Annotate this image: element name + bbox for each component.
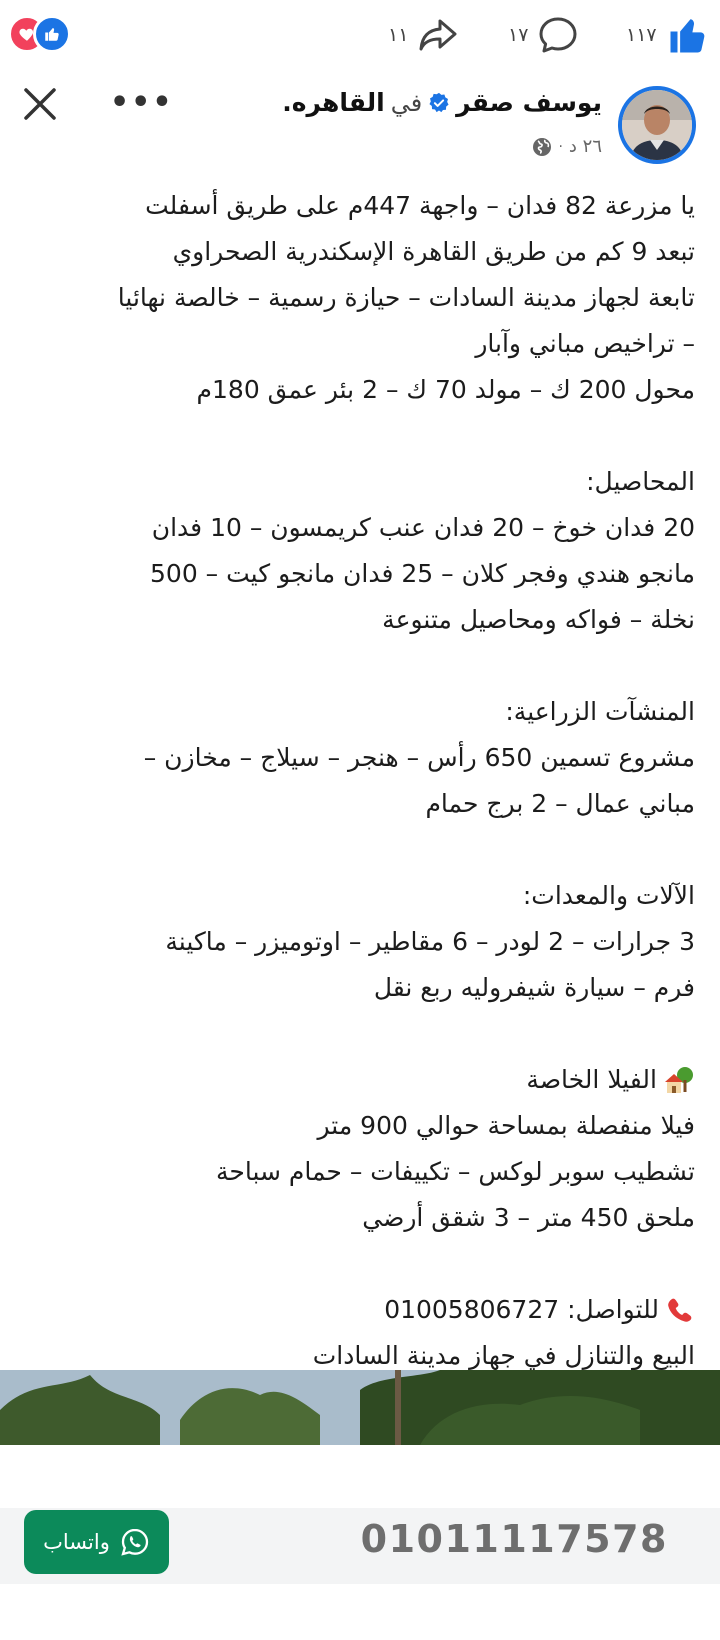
villa-heading-line: [20, 1057, 695, 1103]
post-line: 3 جرارات – 2 لودر – 6 مقاطير – اوتوميزر – ماكينة: [165, 927, 695, 956]
section-heading: المنشآت الزراعية:: [505, 697, 695, 726]
like-icon: [667, 14, 709, 56]
close-icon: [20, 84, 60, 124]
post-line: مشروع تسمين 650 رأس – هنجر – سيلاج – مخازن –: [143, 743, 695, 772]
section-heading: الآلات والمعدات:: [522, 881, 695, 910]
in-word: في: [390, 88, 423, 117]
share-icon: [418, 17, 458, 53]
post-line: تابعة لجهاز مدينة السادات – حيازة رسمية – خالصة نهائيا: [117, 283, 695, 312]
like-stat[interactable]: [626, 14, 709, 56]
post-photo[interactable]: [0, 1370, 720, 1445]
share-count: ١١: [388, 24, 409, 46]
like-reaction-icon: [33, 15, 71, 53]
location-link[interactable]: القاهره.: [282, 88, 385, 117]
reactions-bar: [0, 0, 720, 72]
comment-count: ١٧: [508, 24, 529, 46]
post-line: 20 فدان خوخ – 20 فدان عنب كريمسون – 10 فدان: [151, 513, 695, 542]
post-meta: [532, 136, 602, 157]
post-line: نخلة – فواكه ومحاصيل متنوعة: [382, 605, 695, 634]
post-line: تبعد 9 كم من طريق القاهرة الإسكندرية الصحراوي: [172, 237, 695, 266]
ad-phone-number[interactable]: 01011117578: [360, 1517, 668, 1561]
paragraph-gap: [20, 643, 695, 689]
post-line: يا مزرعة 82 فدان – واجهة 447م على طريق أسفلت: [145, 191, 695, 220]
comment-icon: [538, 16, 578, 54]
author-line: [282, 88, 602, 117]
reaction-summary[interactable]: [8, 15, 78, 55]
post-line: البيع والتنازل في جهاز مدينة السادات: [312, 1341, 695, 1370]
paragraph-gap: [20, 827, 695, 873]
paragraph-gap: [20, 413, 695, 459]
like-count: ١١٧: [626, 24, 657, 46]
verified-badge-icon: [428, 92, 450, 114]
contact-line: [20, 1287, 695, 1333]
whatsapp-button[interactable]: [24, 1510, 169, 1574]
telephone-emoji-icon: [665, 1296, 695, 1326]
meta-separator: ·: [558, 138, 563, 155]
close-button[interactable]: [20, 84, 60, 124]
comment-stat[interactable]: [508, 14, 578, 56]
post-line: ملحق 450 متر – 3 شقق أرضي: [362, 1203, 695, 1232]
post-line: مباني عمال – 2 برج حمام: [425, 789, 695, 818]
share-stat[interactable]: [388, 14, 458, 56]
more-icon: •••: [110, 85, 174, 120]
post-line: مانجو هندي وفجر كلان – 25 فدان مانجو كيت – 500: [150, 559, 695, 588]
villa-heading: الفيلا الخاصة: [526, 1065, 657, 1094]
post-line: محول 200 ك – مولد 70 ك – 2 بئر عمق 180م: [196, 375, 695, 404]
whatsapp-icon: [120, 1527, 150, 1557]
globe-icon: [532, 137, 552, 157]
post-line: تشطيب سوبر لوكس – تكييفات – حمام سباحة: [215, 1157, 695, 1186]
author-avatar[interactable]: [618, 86, 696, 164]
house-tree-emoji-icon: [663, 1065, 695, 1097]
paragraph-gap: [20, 1241, 695, 1287]
post-text: [20, 183, 695, 1379]
post-time[interactable]: ٢٦ د: [568, 136, 602, 157]
post-line: – تراخيص مباني وآبار: [475, 329, 695, 358]
more-options-button[interactable]: [110, 85, 174, 120]
section-heading: المحاصيل:: [586, 467, 695, 496]
paragraph-gap: [20, 1011, 695, 1057]
author-name[interactable]: يوسف صقر: [456, 88, 602, 117]
whatsapp-label: واتساب: [43, 1530, 110, 1554]
contact-text[interactable]: للتواصل: 01005806727: [384, 1295, 659, 1324]
post-line: فرم – سيارة شيفروليه ربع نقل: [373, 973, 695, 1002]
post-line: فيلا منفصلة بمساحة حوالي 900 متر: [317, 1111, 695, 1140]
